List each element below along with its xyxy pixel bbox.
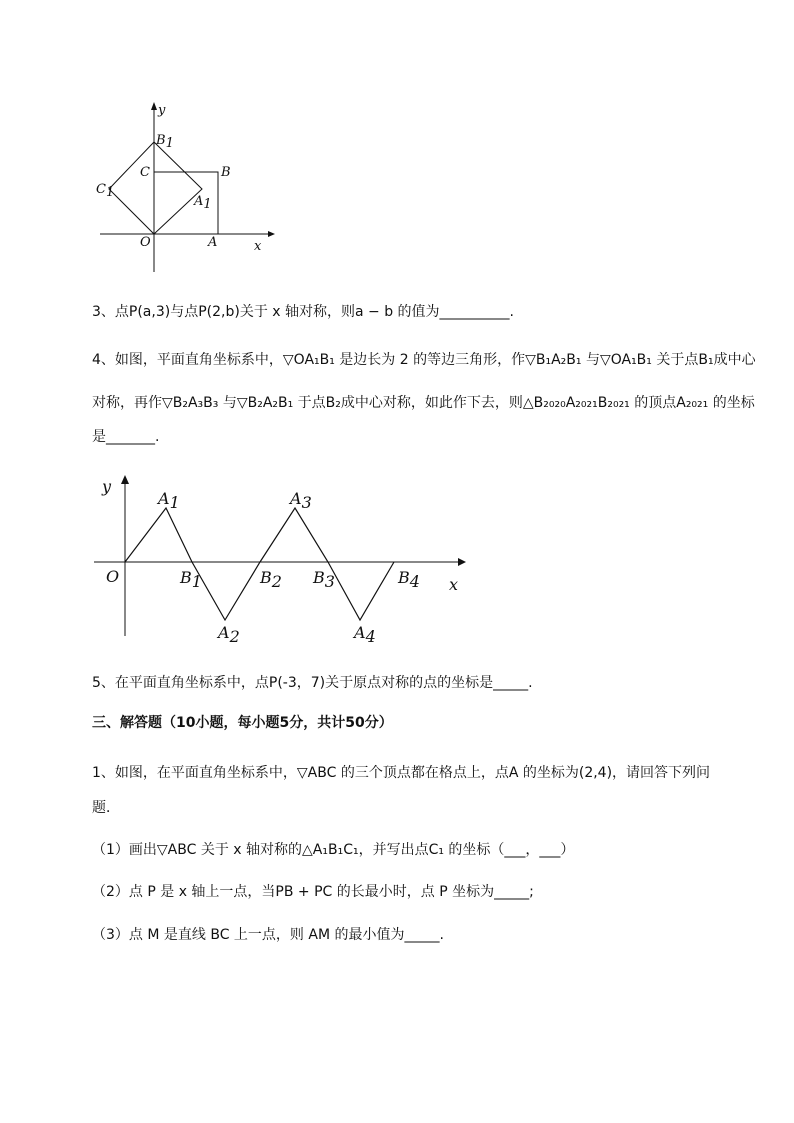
label-B: B	[221, 165, 231, 180]
label-C: C	[140, 165, 150, 180]
label-A4: A4	[354, 623, 376, 646]
solve-1-part-1: （1）画出▽ABC 关于 x 轴对称的△A₁B₁C₁，并写出点C₁ 的坐标（___，___）	[92, 842, 575, 858]
label-x: x	[254, 239, 262, 254]
label-B1: B1	[180, 568, 202, 591]
solve-1-line-1: 1、如图，在平面直角坐标系中，▽ABC 的三个顶点都在格点上，点A 的坐标为(2,4)，请回答下列问	[92, 765, 711, 781]
zigzag-path	[125, 508, 394, 620]
y-axis-arrow	[151, 102, 157, 110]
label-O: O	[140, 235, 151, 250]
label-B2: B2	[260, 568, 282, 591]
solve-1-part-3: （3）点 M 是直线 BC 上一点，则 AM 的最小值为_____.	[92, 927, 444, 943]
label-B3: B3	[313, 568, 335, 591]
label-A1: A1	[158, 489, 180, 512]
label-B1: B1	[156, 133, 174, 151]
x-axis-arrow	[268, 231, 275, 237]
label-A2: A2	[218, 623, 240, 646]
label-A: A	[208, 235, 218, 250]
y-axis-arrow	[121, 475, 129, 484]
solve-1-part-2: （2）点 P 是 x 轴上一点，当PB + PC 的长最小时，点 P 坐标为_____;	[92, 884, 534, 900]
question-4-line-2: 对称，再作▽B₂A₃B₃ 与▽B₂A₂B₁ 于点B₂成中心对称，如此作下去，则△B₂₀₂₀A₂₀₂₁B₂₀₂₁ 的顶点A₂₀₂₁ 的坐标	[92, 395, 755, 411]
section-3-heading: 三、解答题（10小题，每小题5分，共计50分）	[92, 715, 393, 731]
label-A1: A1	[194, 194, 212, 212]
solve-1-line-2: 题．	[92, 800, 120, 816]
label-A3: A3	[290, 489, 312, 512]
x-axis-arrow	[458, 558, 466, 566]
label-O: O	[106, 567, 120, 586]
label-y: y	[102, 477, 112, 496]
label-y: y	[158, 103, 166, 118]
question-4-line-3: 是_______.	[92, 429, 160, 445]
question-5: 5、在平面直角坐标系中，点P(-3，7)关于原点对称的点的坐标是_____.	[92, 675, 533, 691]
label-C1: C1	[96, 182, 115, 200]
question-4-line-1: 4、如图，平面直角坐标系中，▽OA₁B₁ 是边长为 2 的等边三角形，作▽B₁A₂B₁ 与▽OA₁B₁ 关于点B₁成中心	[92, 352, 756, 368]
figure-coordinate-squares	[92, 100, 276, 280]
figure-zigzag-triangles	[88, 470, 480, 650]
label-B4: B4	[398, 568, 420, 591]
label-x: x	[449, 575, 459, 594]
question-3: 3、点P(a,3)与点P(2,b)关于 x 轴对称，则a − b 的值为__________.	[92, 304, 515, 320]
square-OA1B1C1	[109, 142, 202, 234]
